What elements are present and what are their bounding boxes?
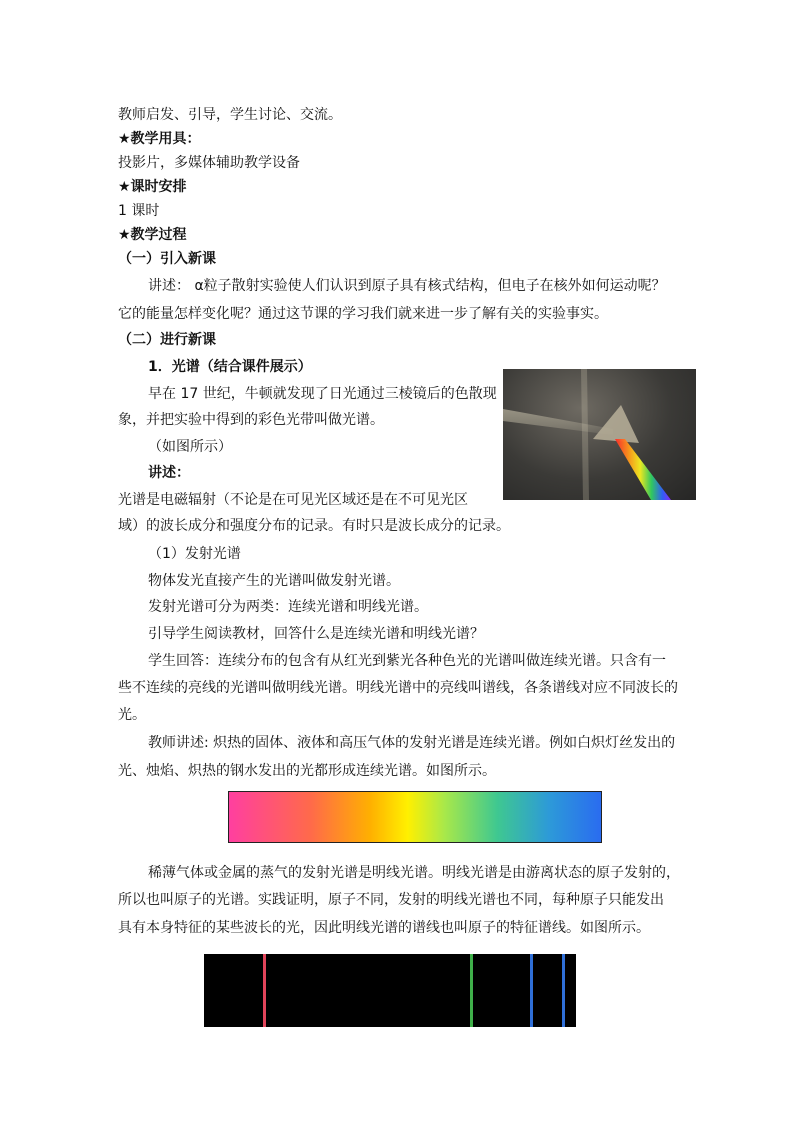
teacher-narration-line-1: 教师讲述: 炽热的固体、液体和高压气体的发射光谱是连续光谱。例如白炽灯丝发出的: [148, 735, 676, 751]
section-new-heading: （二）进行新课: [118, 332, 216, 348]
prism-paragraph-line-1: 早在 17 世纪，牛顿就发现了日光通过三棱镜后的色散现: [148, 386, 497, 402]
spectral-line-green: [470, 954, 473, 1027]
emission-definition: 物体发光直接产生的光谱叫做发射光谱。: [148, 573, 400, 589]
line-spectrum-paragraph-line-1: 稀薄气体或金属的蒸气的发射光谱是明线光谱。明线光谱是由游离状态的原子发射的，: [148, 865, 680, 881]
intro-paragraph-line-2: 它的能量怎样变化呢？通过这节课的学习我们就来进一步了解有关的实验事实。: [118, 306, 608, 322]
teacher-narration-line-2: 光、烛焰、炽热的钢水发出的光都形成连续光谱。如图所示。: [118, 763, 496, 779]
prism-paragraph-line-2: 象，并把实验中得到的彩色光带叫做光谱。: [118, 412, 384, 428]
tools-heading: ★教学用具：: [118, 131, 201, 147]
spectrum-subheading: 1．光谱（结合课件展示）: [148, 359, 312, 375]
definition-line-2: 域）的波长成分和强度分布的记录。有时只是波长成分的记录。: [118, 518, 510, 534]
intro-paragraph-line-1: 讲述： α粒子散射实验使人们认识到原子具有核式结构，但电子在核外如何运动呢？: [148, 278, 666, 294]
line-spectrum-image: [204, 954, 576, 1027]
line-spectrum-paragraph-line-2: 所以也叫原子的光谱。实践证明，原子不同，发射的明线光谱也不同，每种原子只能发出: [118, 892, 664, 908]
prism-dispersion-photo: [503, 369, 696, 500]
emission-heading: （1）发射光谱: [148, 546, 241, 562]
student-answer-line-1: 学生回答：连续分布的包含有从红光到紫光各种色光的光谱叫做连续光谱。只含有一: [148, 653, 666, 669]
section-intro-heading: （一）引入新课: [118, 251, 216, 267]
line-spectrum-paragraph-line-3: 具有本身特征的某些波长的光，因此明线光谱的谱线也叫原子的特征谱线。如图所示。: [118, 920, 650, 936]
spectral-line-blue-2: [562, 954, 565, 1027]
student-answer-line-3: 光。: [118, 707, 146, 723]
spectral-line-blue-1: [530, 954, 533, 1027]
process-heading: ★教学过程: [118, 227, 187, 243]
see-figure-text: （如图所示）: [148, 439, 232, 455]
student-answer-line-2: 些不连续的亮线的光谱叫做明线光谱。明线光谱中的亮线叫谱线，各条谱线对应不同波长的: [118, 680, 678, 696]
continuous-spectrum-image: [228, 791, 602, 843]
time-heading: ★课时安排: [118, 179, 187, 195]
emission-types: 发射光谱可分为两类：连续光谱和明线光谱。: [148, 599, 428, 615]
tools-text: 投影片，多媒体辅助教学设备: [118, 155, 300, 171]
teaching-method-text: 教师启发、引导，学生讨论、交流。: [118, 107, 342, 123]
narrate-label: 讲述：: [148, 465, 190, 481]
time-text: 1 课时: [118, 203, 160, 219]
definition-line-1: 光谱是电磁辐射（不论是在可见光区域还是在不可见光区: [118, 492, 468, 508]
guide-question: 引导学生阅读教材，回答什么是连续光谱和明线光谱？: [148, 626, 484, 642]
spectral-line-red: [263, 954, 266, 1027]
